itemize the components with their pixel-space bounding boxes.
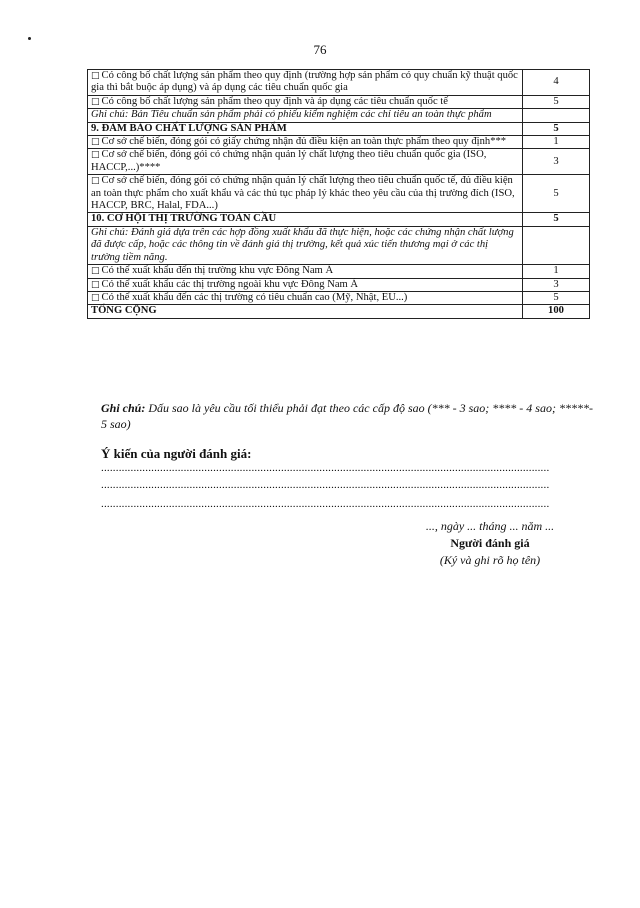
criterion-text: Cơ sở chế biến, đóng gói có giấy chứng nhận đủ điều kiện an toàn thực phẩm theo quy định*** xyxy=(101,136,507,148)
note-text: Ghi chú: Bản Tiêu chuẩn sản phẩm phải có phiếu kiểm nghiệm các chỉ tiêu an toàn thực phẩm xyxy=(91,109,492,121)
checkbox-icon[interactable]: □ xyxy=(91,150,100,161)
checkbox-icon[interactable]: □ xyxy=(91,176,100,187)
table-note-row xyxy=(88,109,590,122)
footnote-label: Ghi chú: xyxy=(101,401,146,415)
criterion-cell xyxy=(88,265,523,278)
points-cell xyxy=(523,109,590,122)
checkbox-icon[interactable]: □ xyxy=(91,96,100,107)
checkbox-icon[interactable]: □ xyxy=(91,279,100,290)
section-title: TỔNG CỘNG xyxy=(91,305,157,317)
points-cell: 5 xyxy=(523,122,590,135)
signature-title: Người đánh giá xyxy=(450,536,530,550)
criterion-text: Có thể xuất khẩu các thị trường ngoài khu vực Đông Nam Á xyxy=(101,278,359,290)
opinion-line: ........................................................................................................................................................ xyxy=(101,498,550,510)
criterion-cell xyxy=(88,278,523,291)
table-note-row xyxy=(88,226,590,264)
section-title: 9. ĐẢM BẢO CHẤT LƯỢNG SẢN PHẨM xyxy=(91,122,287,134)
criterion-text: Cơ sở chế biến, đóng gói có chứng nhận quản lý chất lượng theo tiêu chuẩn quốc tế, đủ điều kiện an toàn thực phẩm cho xuất khẩu và các thủ tục pháp lý khác theo yêu cầu của thị trường đích (ISO, HACCP, BRC, Halal, FDA...) xyxy=(91,175,515,212)
criterion-cell xyxy=(88,136,523,149)
criterion-cell xyxy=(88,226,523,264)
points-cell: 3 xyxy=(523,149,590,175)
criteria-table xyxy=(87,69,590,319)
signature-date: ..., ngày ... tháng ... năm ... xyxy=(425,519,555,533)
checkbox-icon[interactable]: □ xyxy=(91,292,100,303)
note-text: Ghi chú: Đánh giá dựa trên các hợp đồng xuất khẩu đã thực hiện, hoặc các chứng nhận chất lượng đã được cấp, hoặc các thông tin về đánh giá thị trường, kết quả xúc tiến thương mại ở các thị trường tiềm năng. xyxy=(91,226,514,263)
opinion-line: ........................................................................................................................................................ xyxy=(101,479,550,491)
table-row xyxy=(88,175,590,213)
points-cell: 1 xyxy=(523,136,590,149)
criterion-cell xyxy=(88,305,523,318)
criterion-text: Có thể xuất khẩu đến thị trường khu vực Đông Nam Á xyxy=(101,265,334,277)
opinion-line: ........................................................................................................................................................ xyxy=(101,462,550,474)
criterion-text: Có công bố chất lượng sản phẩm theo quy định và áp dụng các tiêu chuẩn quốc tế xyxy=(101,95,448,107)
points-cell: 100 xyxy=(523,305,590,318)
points-cell: 1 xyxy=(523,265,590,278)
criterion-cell xyxy=(88,122,523,135)
points-cell: 3 xyxy=(523,278,590,291)
table-section-row xyxy=(88,305,590,318)
table-row xyxy=(88,95,590,108)
signature-subtitle: (Ký và ghi rõ họ tên) xyxy=(439,553,541,567)
footnote xyxy=(101,400,601,432)
criterion-cell xyxy=(88,149,523,175)
criterion-text: Cơ sở chế biến, đóng gói có chứng nhận quản lý chất lượng theo tiêu chuẩn quốc gia (ISO, HACCP,...)**** xyxy=(91,149,487,173)
table-row xyxy=(88,149,590,175)
criterion-cell xyxy=(88,291,523,304)
opinion-title: Ý kiến của người đánh giá: xyxy=(101,446,252,461)
points-cell: 5 xyxy=(523,291,590,304)
criteria-table-body xyxy=(88,70,590,319)
criterion-cell xyxy=(88,70,523,96)
criterion-cell xyxy=(88,175,523,213)
criterion-text: Có thể xuất khẩu đến các thị trường có tiêu chuẩn cao (Mỹ, Nhật, EU...) xyxy=(101,291,408,303)
criterion-cell xyxy=(88,95,523,108)
criterion-text: Có công bố chất lượng sản phẩm theo quy định (trường hợp sản phẩm có quy chuẩn kỹ thuật quốc gia thì bắt buộc áp dụng) và áp dụng các tiêu chuẩn quốc gia xyxy=(91,70,518,94)
table-row xyxy=(88,136,590,149)
points-cell: 5 xyxy=(523,95,590,108)
points-cell: 5 xyxy=(523,175,590,213)
table-section-row xyxy=(88,213,590,226)
criterion-cell xyxy=(88,213,523,226)
section-title: 10. CƠ HỘI THỊ TRƯỜNG TOÀN CẦU xyxy=(91,213,277,225)
table-section-row xyxy=(88,122,590,135)
checkbox-icon[interactable]: □ xyxy=(91,71,100,81)
points-cell: 5 xyxy=(523,213,590,226)
points-cell xyxy=(523,226,590,264)
table-row xyxy=(88,70,590,96)
footnote-text: Dấu sao là yêu cầu tối thiểu phải đạt theo các cấp độ sao (*** - 3 sao; **** - 4 sao; *****- 5 sao) xyxy=(101,401,593,431)
table-row xyxy=(88,291,590,304)
criterion-cell xyxy=(88,109,523,122)
points-cell: 4 xyxy=(523,70,590,96)
scan-speck xyxy=(28,37,31,40)
page-number: 76 xyxy=(313,42,327,57)
checkbox-icon[interactable]: □ xyxy=(91,266,100,277)
table-row xyxy=(88,278,590,291)
checkbox-icon[interactable]: □ xyxy=(91,137,100,148)
table-row xyxy=(88,265,590,278)
